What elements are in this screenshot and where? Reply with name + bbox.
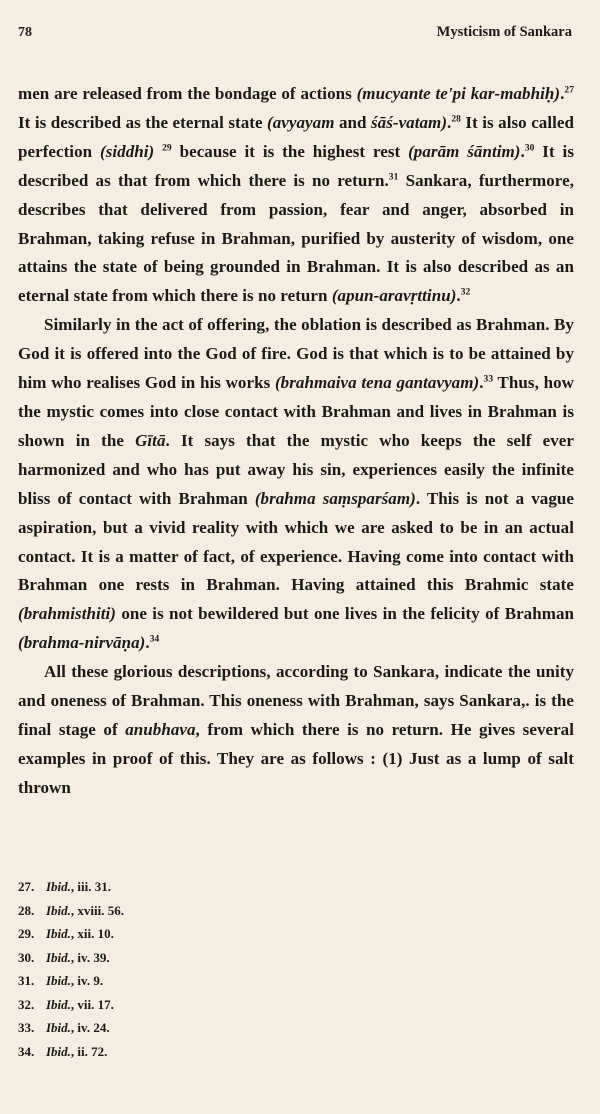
footnote-reference (46, 969, 103, 993)
footnote-marker: 32 (460, 287, 471, 298)
italic-term: (brahmaiva tena gantavyam) (274, 373, 480, 393)
citation: , vii. 17. (70, 996, 114, 1012)
page-number: 78 (18, 25, 32, 40)
italic-term: (brahmisthiti) (18, 604, 117, 624)
footnote-number: 30. (18, 949, 35, 965)
paragraph (18, 80, 574, 311)
footnotes (18, 875, 124, 1063)
footnote-number: 31. (18, 973, 35, 988)
ibid-label: Ibid. (46, 1020, 71, 1035)
ibid-label: Ibid. (46, 973, 71, 988)
running-title: Mysticism of Sankara (436, 24, 572, 40)
citation: , xii. 10. (70, 926, 114, 941)
text-run: It is described as the eternal state (18, 112, 268, 132)
text-run: It is described as that from which there is no return. (18, 141, 574, 190)
italic-term: (mucyante te'pi kar-mabhiḥ) (356, 84, 561, 103)
ibid-label: Ibid. (46, 1043, 71, 1059)
text-run: . (145, 633, 150, 653)
footnote-reference (46, 1016, 110, 1040)
text-run (154, 142, 162, 161)
citation: , xviii. 56. (70, 902, 125, 918)
footnote-marker: 31 (388, 172, 399, 183)
italic-term: (brahma saṃsparśam) (254, 488, 416, 508)
footnote (18, 1016, 124, 1040)
citation: , iv. 9. (70, 973, 104, 988)
footnote (18, 1040, 124, 1064)
ibid-label: Ibid. (46, 949, 71, 965)
footnote-reference (46, 993, 114, 1017)
footnote-marker: 27 (564, 85, 575, 96)
footnote (18, 875, 124, 899)
text-run: It is also called perfection (18, 112, 574, 161)
text-run: . (479, 373, 484, 393)
text-run: Sankara, furthermore, describes that delivered from passion, fear and anger, absorbed in Brahman, taking refuse in Brahman, purified by austerity of wisdom, one attains the state of being grounded in Brahman. It is also described as an eternal state from which there is no return (18, 170, 574, 306)
footnote-marker: 34 (149, 634, 160, 645)
paragraph (18, 311, 574, 658)
footnote (18, 922, 124, 946)
citation: , ii. 72. (70, 1043, 108, 1059)
text-run: Similarly in the act of offering, the oblation is described as Brahman. By God it is offered into the God of fire. God is that which is to be attained by him who realises God in his works (18, 315, 574, 393)
text-run: one is not bewildered but one lives in the felicity of Brahman (116, 604, 574, 624)
italic-term: Gītā (135, 430, 166, 450)
text-run: because it is the highest rest (171, 141, 409, 161)
footnote-reference (46, 946, 110, 970)
paragraph (18, 658, 574, 803)
text-run: All these glorious descriptions, according to Sankara, indicate the unity and oneness of Brahman. This oneness with Brahman, says Sankara,. is the final stage of (18, 662, 574, 739)
italic-term: anubhava (125, 719, 196, 739)
footnote-reference (46, 899, 124, 923)
text-run: , from which there is no return. He gives several examples in proof of this. They are as follows : (1) Just as a lump of salt thrown (18, 719, 575, 797)
footnote-reference (46, 922, 114, 946)
text-run: . This is not a vague aspiration, but a vivid reality with which we are asked to be in an actual contact. It is a matter of fact, of experience. Having come into contact with Brahman one rests in Brahman. Having attained this Brahmic state (18, 488, 574, 595)
footnote (18, 946, 124, 970)
italic-term: (apun-aravṛttinu) (331, 286, 457, 306)
footnote-marker: 29 (162, 143, 172, 154)
footnote-reference (46, 1040, 107, 1064)
citation: , iii. 31. (70, 879, 112, 894)
ibid-label: Ibid. (46, 926, 71, 941)
footnote-marker: 33 (483, 374, 494, 385)
page-header (18, 24, 572, 41)
ibid-label: Ibid. (46, 879, 71, 894)
footnote-number: 29. (18, 926, 35, 941)
italic-term: (parām śāntim) (408, 141, 521, 161)
text-run: . It says that the mystic who keeps the self ever harmonized and who has put away his sin, experiences easily the infinite bliss of contact with Brahman (18, 430, 574, 508)
text-run: . (560, 84, 565, 103)
footnote-number: 32. (18, 996, 35, 1012)
text-run: . (447, 112, 452, 132)
footnote (18, 969, 124, 993)
footnote-number: 27. (18, 879, 35, 894)
footnote-marker: 28 (451, 114, 461, 125)
text-run: . (520, 141, 525, 161)
ibid-label: Ibid. (46, 902, 71, 918)
italic-term: (brahma-nirvāṇa) (18, 633, 146, 653)
text-run: and (334, 112, 371, 132)
footnote-number: 28. (18, 902, 35, 918)
text-run: . (456, 286, 461, 306)
footnote (18, 899, 124, 923)
citation: , iv. 24. (70, 1020, 110, 1035)
italic-term: śāś-vatam) (370, 112, 448, 132)
footnote-reference (46, 875, 111, 899)
footnote-number: 33. (18, 1020, 35, 1035)
body-text (18, 80, 574, 803)
footnote-marker: 30 (524, 143, 535, 154)
italic-term: (avyayam (267, 112, 335, 132)
ibid-label: Ibid. (46, 996, 71, 1012)
text-run: men are released from the bondage of actions (18, 84, 357, 103)
citation: , iv. 39. (70, 949, 110, 965)
text-run: Thus, how the mystic comes into close contact with Brahman and lives in Brahman is shown in the (18, 373, 574, 450)
footnote-number: 34. (18, 1043, 35, 1059)
italic-term: (siddhi) (100, 141, 155, 161)
footnote (18, 993, 124, 1017)
